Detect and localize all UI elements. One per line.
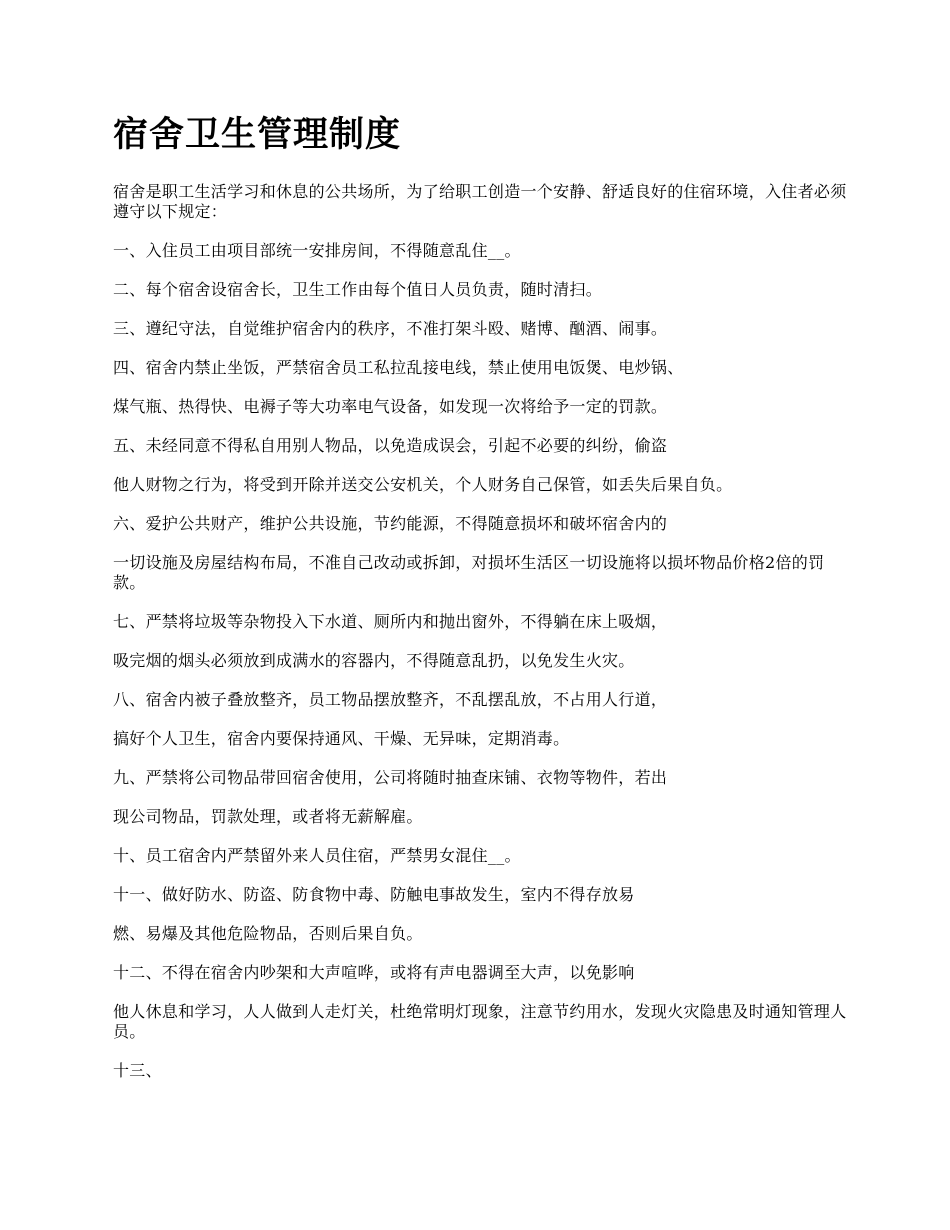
rule-12-line-1: 十二、不得在宿舍内吵架和大声喧哗，或将有声电器调至大声，以免影响 — [113, 963, 635, 982]
rule-7-line-1: 七、严禁将垃圾等杂物投入下水道、厕所内和抛出窗外，不得躺在床上吸烟， — [113, 612, 668, 631]
page-title: 宿舍卫生管理制度 — [113, 114, 402, 155]
rule-4-line-1: 四、宿舍内禁止坐饭，严禁宿舍员工私拉乱接电线，禁止使用电饭煲、电炒锅、 — [113, 358, 684, 377]
rule-3: 三、遵纪守法，自觉维护宿舍内的秩序，不准打架斗殴、赌博、酗酒、闹事。 — [113, 319, 668, 338]
rule-6-line-1: 六、爱护公共财产，维护公共设施，节约能源，不得随意损坏和破坏宿舍内的 — [113, 514, 668, 533]
rule-7-line-2: 吸完烟的烟头必须放到成满水的容器内，不得随意乱扔，以免发生火灾。 — [113, 651, 635, 670]
rule-8-line-1: 八、宿舍内被子叠放整齐，员工物品摆放整齐，不乱摆乱放，不占用人行道， — [113, 690, 668, 709]
rule-11-line-1: 十一、做好防水、防盗、防食物中毒、防触电事故发生，室内不得存放易 — [113, 885, 635, 904]
rule-12-line-2: 他人休息和学习，人人做到人走灯关，杜绝常明灯现象，注意节约用水，发现火灾隐患及时通知管理人员。 — [113, 1002, 847, 1041]
intro-paragraph: 宿舍是职工生活学习和休息的公共场所，为了给职工创造一个安静、舒适良好的住宿环境，入住者必须遵守以下规定： — [113, 182, 847, 221]
rule-1: 一、入住员工由项目部统一安排房间，不得随意乱住__。 — [113, 241, 521, 260]
document-page — [113, 112, 850, 1100]
rule-8-line-2: 搞好个人卫生，宿舍内要保持通风、干燥、无异味，定期消毒。 — [113, 729, 570, 748]
rule-5-line-1: 五、未经同意不得私自用别人物品，以免造成误会，引起不必要的纠纷，偷盗 — [113, 436, 668, 455]
rule-10: 十、员工宿舍内严禁留外来人员住宿，严禁男女混住__。 — [113, 846, 521, 865]
rule-4-line-2: 煤气瓶、热得快、电褥子等大功率电气设备，如发现一次将给予一定的罚款。 — [113, 397, 668, 416]
rule-5-line-2: 他人财物之行为，将受到开除并送交公安机关，个人财务自己保管，如丢失后果自负。 — [113, 475, 733, 494]
rule-2: 二、每个宿舍设宿舍长，卫生工作由每个值日人员负责，随时清扫。 — [113, 280, 603, 299]
rule-6-line-2: 一切设施及房屋结构布局，不准自己改动或拆卸，对损坏生活区一切设施将以损坏物品价格2倍的罚款。 — [113, 553, 825, 592]
rule-11-line-2: 燃、易爆及其他危险物品，否则后果自负。 — [113, 924, 423, 943]
rule-9-line-1: 九、严禁将公司物品带回宿舍使用，公司将随时抽查床铺、衣物等物件，若出 — [113, 768, 668, 787]
rule-9-line-2: 现公司物品，罚款处理，或者将无薪解雇。 — [113, 807, 423, 826]
rule-13: 十三、 — [113, 1061, 162, 1080]
